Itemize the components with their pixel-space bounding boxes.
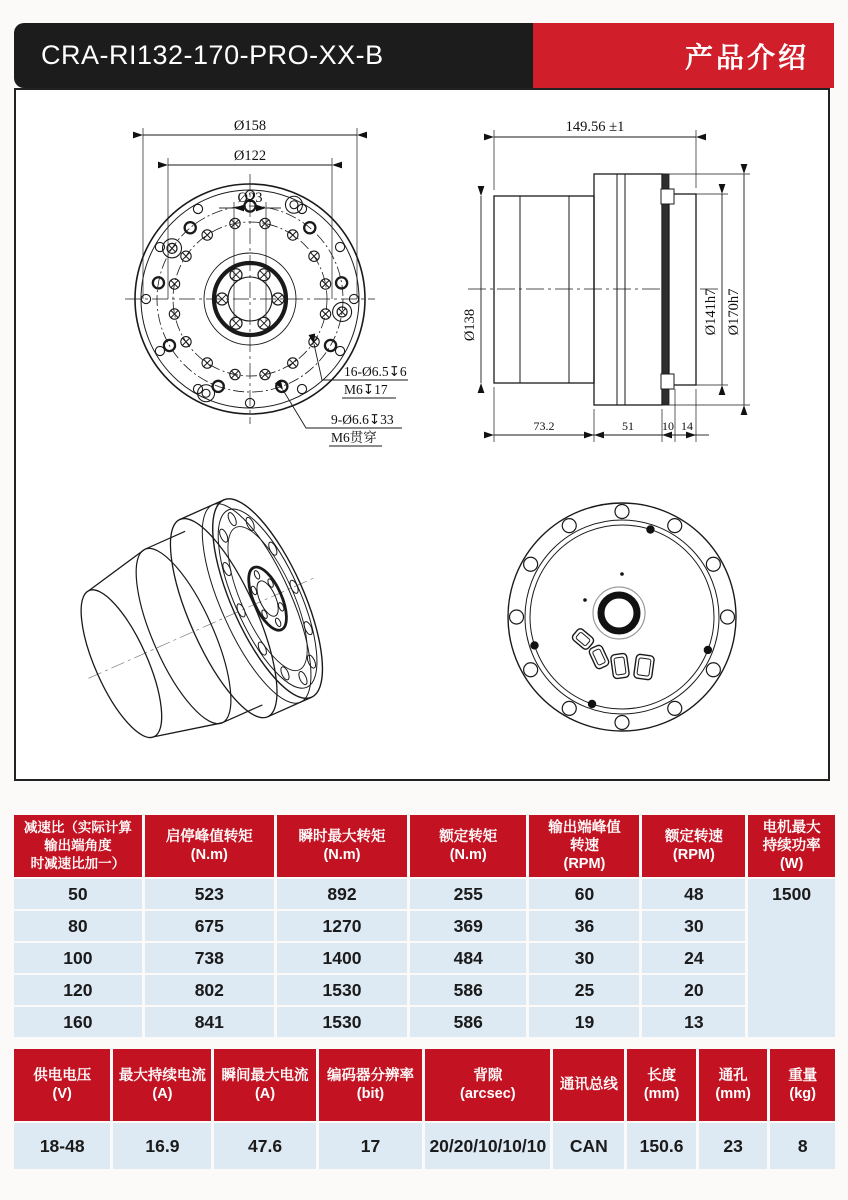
dim-label-ring-dia: Ø170h7: [726, 288, 742, 336]
section-title: 产品介绍: [684, 41, 809, 73]
cell: 16.9: [113, 1123, 211, 1169]
drawing-panel: [14, 88, 830, 781]
header-cell-peak-torque: 启停峰值转矩 (N.m): [145, 815, 274, 877]
note-16-holes: 16-Ø6.5↧6: [344, 364, 407, 379]
cell: 484: [410, 943, 526, 973]
note-16-holes-thread: M6↧17: [344, 382, 388, 397]
cell: 160: [14, 1007, 142, 1037]
dim-label-front-middle: Ø122: [233, 148, 267, 164]
cell: 841: [145, 1007, 274, 1037]
cell: 738: [145, 943, 274, 973]
table-row: [14, 943, 835, 973]
cell: 892: [277, 879, 407, 909]
dim-label-body-dia: Ø138: [462, 308, 478, 342]
header-cell-encoder: 编码器分辨率 (bit): [319, 1049, 423, 1121]
cell: 1400: [277, 943, 407, 973]
isometric-view: [45, 480, 358, 777]
header-cell-through-hole: 通孔 (mm): [699, 1049, 768, 1121]
header-cell-max-torque: 瞬时最大转矩 (N.m): [277, 815, 407, 877]
cell: 1530: [277, 975, 407, 1005]
section-banner: [533, 23, 834, 88]
header-cell-voltage: 供电电压 (V): [14, 1049, 110, 1121]
cell: 675: [145, 911, 274, 941]
back-view: [508, 503, 736, 731]
model-title: CRA-RI132-170-PRO-XX-B: [41, 40, 384, 70]
cell: 60: [529, 879, 639, 909]
note-9-holes: 9-Ø6.6↧33: [331, 412, 394, 427]
header-cell-bus: 通讯总线: [553, 1049, 624, 1121]
header-cell-rated-speed: 额定转速 (RPM): [642, 815, 745, 877]
cell: 25: [529, 975, 639, 1005]
header-cell-length: 长度 (mm): [627, 1049, 696, 1121]
cell: 13: [642, 1007, 745, 1037]
cell: 50: [14, 879, 142, 909]
header-cell-motor-power: 电机最大 持续功率 (W): [748, 815, 835, 877]
dim-label-length: 149.56 ±1: [565, 119, 625, 135]
cell: 30: [642, 911, 745, 941]
cell: 30: [529, 943, 639, 973]
table-row: [14, 975, 835, 1005]
dim-label-b1: 73.2: [533, 419, 555, 433]
cell: 8: [770, 1123, 835, 1169]
cell: 802: [145, 975, 274, 1005]
cell: 47.6: [214, 1123, 315, 1169]
cell: 80: [14, 911, 142, 941]
header-cell-weight: 重量 (kg): [770, 1049, 835, 1121]
header-cell-backlash: 背隙 (arcsec): [425, 1049, 550, 1121]
model-title-block: [14, 23, 533, 88]
cell: 20/20/10/10/10: [425, 1123, 550, 1169]
dim-label-output-dia: Ø141h7: [703, 288, 719, 336]
header-cell-peak-speed: 输出端峰值 转速 (RPM): [529, 815, 639, 877]
table-row: [14, 1007, 835, 1037]
cell: 17: [319, 1123, 423, 1169]
front-view: [125, 118, 408, 446]
header-cell-cont-current: 最大持续电流 (A): [113, 1049, 211, 1121]
dim-label-b2: 51: [622, 419, 634, 433]
technical-drawing: [16, 90, 828, 779]
header-cell-peak-current: 瞬间最大电流 (A): [214, 1049, 315, 1121]
dim-label-front-bore: Ø23: [237, 190, 263, 206]
cell: 19: [529, 1007, 639, 1037]
dim-label-front-outer: Ø158: [233, 118, 267, 134]
cell: 48: [642, 879, 745, 909]
cell: 523: [145, 879, 274, 909]
cell: 20: [642, 975, 745, 1005]
electrical-table: [11, 1047, 838, 1171]
cell: 586: [410, 1007, 526, 1037]
cell: 1270: [277, 911, 407, 941]
header-cell-rated-torque: 额定转矩 (N.m): [410, 815, 526, 877]
cell: CAN: [553, 1123, 624, 1169]
cell: 23: [699, 1123, 768, 1169]
table-row: [14, 1123, 835, 1169]
cell: 24: [642, 943, 745, 973]
side-view: [462, 119, 750, 442]
cell-motor-power: 1500: [748, 879, 835, 1037]
table-row: [14, 879, 835, 909]
dim-label-b4: 14: [681, 419, 693, 433]
cell: 120: [14, 975, 142, 1005]
cell: 369: [410, 911, 526, 941]
note-9-holes-through: M6贯穿: [331, 430, 377, 445]
cell: 1530: [277, 1007, 407, 1037]
performance-table: [11, 813, 838, 1039]
cell: 18-48: [14, 1123, 110, 1169]
table-row: [14, 911, 835, 941]
cell: 586: [410, 975, 526, 1005]
title-bar: [14, 23, 834, 88]
cell: 36: [529, 911, 639, 941]
dim-label-b3: 10: [662, 419, 674, 433]
cell: 100: [14, 943, 142, 973]
header-cell-ratio: 减速比（实际计算 输出端角度 时减速比加一）: [14, 815, 142, 877]
cell: 150.6: [627, 1123, 696, 1169]
cell: 255: [410, 879, 526, 909]
